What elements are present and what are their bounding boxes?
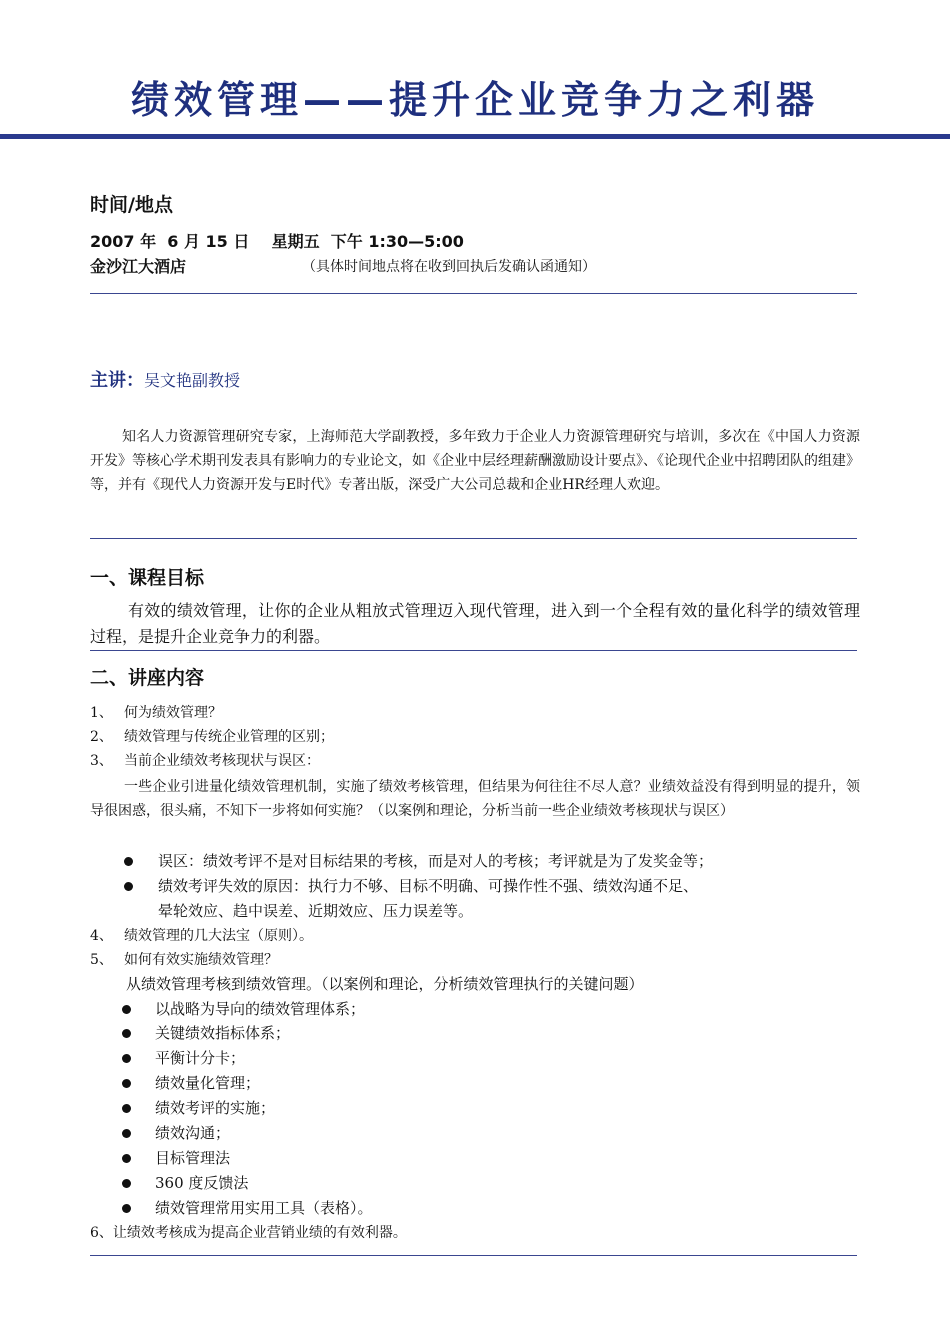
item3-paragraph: 一些企业引进量化绩效管理机制，实施了绩效考核管理，但结果为何往往不尽人意？业绩效益没有得到明显的提升，领导很困惑，很头痛，不知下一步将如何实施？（以案例和理论，分析当前一些企业绩效考核现状与误区） — [90, 779, 860, 819]
title-rule — [0, 134, 950, 139]
bullet-icon — [122, 1204, 131, 1213]
bullet-item: 绩效管理常用实用工具（表格）。 — [155, 1196, 373, 1220]
bullet-icon — [122, 1154, 131, 1163]
bullet-item: 绩效考评的实施； — [155, 1096, 275, 1120]
event-venue: 金沙江大酒店 — [90, 257, 187, 276]
speaker-name: 吴文艳副教授 — [144, 371, 241, 390]
bullet-item: 关键绩效指标体系； — [155, 1021, 290, 1045]
bullet-icon — [122, 1079, 131, 1088]
bullet-icon — [124, 857, 133, 866]
venue-note: （具体时间地点将在收到回执后发确认函通知） — [302, 259, 596, 275]
bullet-item-continuation: 晕轮效应、趋中误差、近期效应、压力误差等。 — [158, 902, 474, 920]
list-item: 1、 何为绩效管理？ — [90, 705, 222, 721]
list-item-6: 6、让绩效考核成为提高企业营销业绩的有效利器。 — [90, 1225, 407, 1241]
time-place-heading: 时间/地点 — [90, 194, 173, 216]
divider — [90, 1255, 857, 1256]
divider — [90, 293, 857, 294]
page-title: 绩效管理——提升企业竞争力之利器 — [130, 78, 819, 122]
goals-paragraph: 有效的绩效管理，让你的企业从粗放式管理迈入现代管理，进入到一个全程有效的量化科学的绩效管理过程，是提升企业竞争力的利器。 — [90, 601, 860, 646]
bullet-item: 绩效量化管理； — [155, 1071, 260, 1095]
event-datetime: 2007 年 6 月 15 日 星期五 下午 1:30—5:00 — [90, 232, 464, 251]
bullet-item: 绩效考评失效的原因：执行力不够、目标不明确、可操作性不强、绩效沟通不足、 — [158, 874, 698, 898]
speaker-bio: 知名人力资源管理研究专家，上海师范大学副教授，多年致力于企业人力资源管理研究与培训，多次在《中国人力资源开发》等核心学术期刊发表具有影响力的专业论文，如《企业中层经理薪酬激励设计要点》、《论现代企业中招聘团队的组建》等，并有《现代人力资源开发与E时代》专著出版，深受广大公司总裁和企业HR经理人欢迎。 — [90, 429, 860, 493]
bullet-item: 误区：绩效考评不是对目标结果的考核，而是对人的考核；考评就是为了发奖金等； — [158, 849, 713, 873]
divider — [90, 650, 857, 651]
divider — [90, 538, 857, 539]
list-item: 3、 当前企业绩效考核现状与误区： — [90, 753, 320, 769]
bullet-icon — [122, 1179, 131, 1188]
item5-subtitle: 从绩效管理考核到绩效管理。（以案例和理论，分析绩效管理执行的关键问题） — [126, 975, 644, 993]
list-item: 2、 绩效管理与传统企业管理的区别； — [90, 729, 334, 745]
bullet-icon — [122, 1005, 131, 1014]
speaker-line — [90, 366, 860, 392]
speaker-label: 主讲： — [90, 370, 144, 391]
list-item: 4、 绩效管理的几大法宝（原则）。 — [90, 928, 313, 944]
bullet-icon — [122, 1054, 131, 1063]
bullet-item: 平衡计分卡； — [155, 1046, 245, 1070]
bullet-item: 绩效沟通； — [155, 1121, 230, 1145]
bullet-item: 360 度反馈法 — [155, 1171, 248, 1195]
bullet-item: 目标管理法 — [155, 1146, 230, 1170]
list-item: 5、 如何有效实施绩效管理？ — [90, 952, 278, 968]
bullet-icon — [122, 1029, 131, 1038]
bullet-item: 以战略为导向的绩效管理体系； — [155, 997, 365, 1021]
bullet-icon — [124, 882, 133, 891]
bullet-icon — [122, 1104, 131, 1113]
bullet-icon — [122, 1129, 131, 1138]
section-heading-content: 二、讲座内容 — [90, 667, 205, 689]
section-heading-goals: 一、课程目标 — [90, 567, 205, 589]
